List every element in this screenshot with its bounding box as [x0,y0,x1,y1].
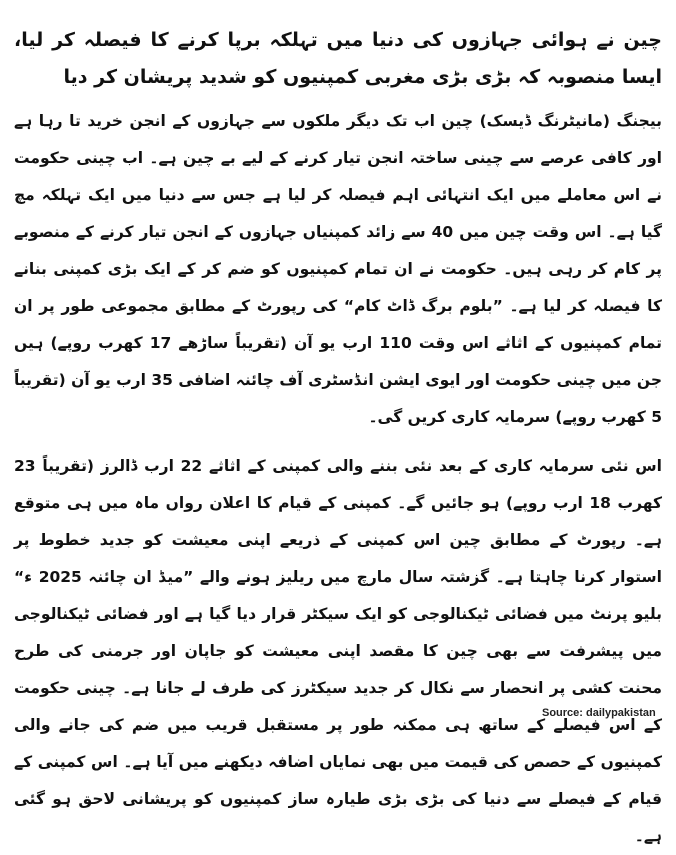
article-paragraph-2: اس نئی سرمایہ کاری کے بعد نئی بننے والی کمپنی کے اثاثے 22 ارب ڈالرز (تقریباً 23 کھرب 18 ارب روپے) ہو جائیں گے۔ کمپنی کے قیام کا اعلان رواں ماہ میں ہی متوقع ہے۔ رپورٹ کے مطابق چین اس کمپنی کے ذریعے اپنی معیشت کو جدید خطوط پر استوار کرنا چاہتا ہے۔ گزشتہ سال مارچ میں ریلیز ہونے والے ”میڈ ان چائنہ 2025 ء“ بلیو پرنٹ میں فضائی ٹیکنالوجی کو ایک سیکٹر قرار دیا گیا ہے اور فضائی ٹیکنالوجی میں پیشرفت سے بھی چین کا مقصد اپنی معیشت کو جاپان اور جرمنی کی طرح محنت کشی پر انحصار سے نکال کر جدید سیکٹرز کی طرف لے جانا ہے۔ چینی حکومت کے اس فیصلے کے ساتھ ہی ممکنہ طور پر مستقبل قریب میں ضم کی جانے والی کمپنیوں کے حصص کی قیمت میں بھی نمایاں اضافہ دیکھنے میں آیا ہے۔ اس کمپنی کے قیام کے فیصلے سے دنیا کی بڑی بڑی طیارہ ساز کمپنیوں کو پریشانی لاحق ہو گئی ہے۔ [14,457,662,845]
article-headline: چین نے ہوائی جہازوں کی دنیا میں تہلکہ برپا کرنے کا فیصلہ کر لیا، ایسا منصوبہ کہ بڑی بڑی مغربی کمپنیوں کو شدید پریشان کر دیا [14,29,662,88]
source-credit: Source: dailypakistan [542,707,656,719]
article-paragraph-1: بیجنگ (مانیٹرنگ ڈیسک) چین اب تک دیگر ملکوں سے جہازوں کے انجن خرید تا رہا ہے اور کافی عرصے سے چینی ساختہ انجن تیار کرنے کے لیے بے چین ہے۔ اب چینی حکومت نے اس معاملے میں ایک انتہائی اہم فیصلہ کر لیا ہے جس سے دنیا میں ایک تہلکہ مچ گیا ہے۔ اس وقت چین میں 40 سے زائد کمپنیاں جہازوں کے انجن تیار کرنے کے منصوبے پر کام کر رہی ہیں۔ حکومت نے ان تمام کمپنیوں کو ضم کر کے ایک بڑی کمپنی بنانے کا فیصلہ کر لیا ہے۔ ”بلوم برگ ڈاٹ کام“ کی رپورٹ کے مطابق مجموعی طور پر ان تمام کمپنیوں کے اثاثے اس وقت 110 ارب یو آن (تقریباً ساڑھے 17 کھرب روپے) ہیں جن میں چینی حکومت اور ایوی ایشن انڈسٹری آف چائنہ اضافی 35 ارب یو آن (تقریباً 5 کھرب روپے) سرمایہ کاری کریں گی۔ [14,112,662,426]
article [14,0,662,855]
